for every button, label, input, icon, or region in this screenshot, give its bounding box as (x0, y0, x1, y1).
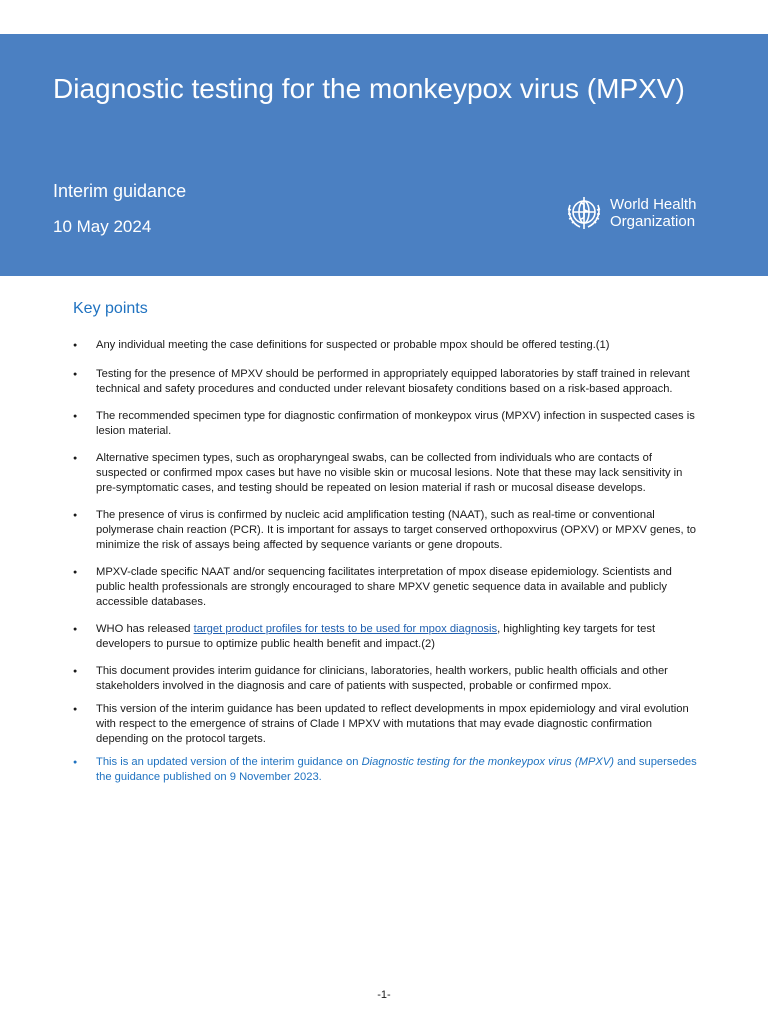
who-logo (562, 189, 712, 237)
key-point-update-note (73, 755, 698, 785)
page-number: -1- (377, 989, 391, 1001)
document-title: Diagnostic testing for the monkeypox virus (MPXV) (53, 73, 685, 104)
who-logo-text (610, 196, 696, 230)
key-point: ● This document provides interim guidance for clinicians, laboratories, health workers, public health officials and other stakeholders involved in the diagnosis and care of patients with suspected, probable or confirmed mpox. (73, 664, 698, 694)
key-point: ● The presence of virus is confirmed by nucleic acid amplification testing (NAAT), such as real-time or conventional polymerase chain reaction (PCR). It is important for assays to target conserved orthopoxvirus (OPXV) or MPXV genes, to minimize the risk of assays being affected by sequence variants or gene dropouts. (73, 508, 698, 553)
key-point: ● This version of the interim guidance has been updated to reflect developments in mpox epidemiology and viral evolution with respect to the emergence of strains of Clade I MPXV with mutations that may evade diagnostic confirmation depending on the protocol targets. (73, 702, 698, 747)
document-title-reference: Diagnostic testing for the monkeypox virus (MPXV) (361, 756, 615, 768)
key-point: ● MPXV-clade specific NAAT and/or sequencing facilitates interpretation of mpox disease epidemiology. Scientists and public health professionals are strongly encouraged to share MPXV genetic sequence data in available and publicly accessible databases. (73, 565, 698, 610)
document-date: 10 May 2024 (53, 217, 152, 236)
key-point: ● The recommended specimen type for diagnostic confirmation of monkeypox virus (MPXV) infection in suspected cases is lesion material. (73, 409, 698, 439)
who-emblem-icon (562, 191, 606, 235)
key-point-with-link (73, 622, 698, 652)
who-logo-line2: Organization (610, 213, 696, 230)
key-points-heading: Key points (73, 300, 148, 317)
header-banner (0, 34, 768, 276)
key-point: ● Testing for the presence of MPXV should be performed in appropriately equipped laboratories by staff trained in relevant technical and safety procedures and conducted under relevant biosafety conditions based on a risk-based approach. (73, 367, 698, 397)
key-points-list (73, 338, 698, 785)
key-point-text: , highlighting key targets for test developers to pursue to optimize public health benefit and impact.(2) (96, 623, 656, 650)
key-point-text: and supersedes the guidance published on 9 November 2023. (96, 756, 697, 783)
key-point: ● Alternative specimen types, such as oropharyngeal swabs, can be collected from individuals who are contacts of suspected or confirmed mpox cases but have no visible skin or mucosal lesions. Note that these may lack sensitivity in pre-symptomatic cases, and testing should be repeated on lesion material if rash or mucosal disease develops. (73, 451, 698, 496)
key-point: ● Any individual meeting the case definitions for suspected or probable mpox should be offered testing.(1) (73, 338, 698, 353)
who-logo-line1: World Health (610, 196, 697, 213)
key-point-text: WHO has released (96, 623, 194, 635)
document-subtitle: Interim guidance (53, 181, 187, 201)
key-point-text: This is an updated version of the interim guidance on (96, 756, 362, 768)
tpp-link[interactable]: target product profiles for tests to be used for mpox diagnosis (193, 623, 498, 635)
